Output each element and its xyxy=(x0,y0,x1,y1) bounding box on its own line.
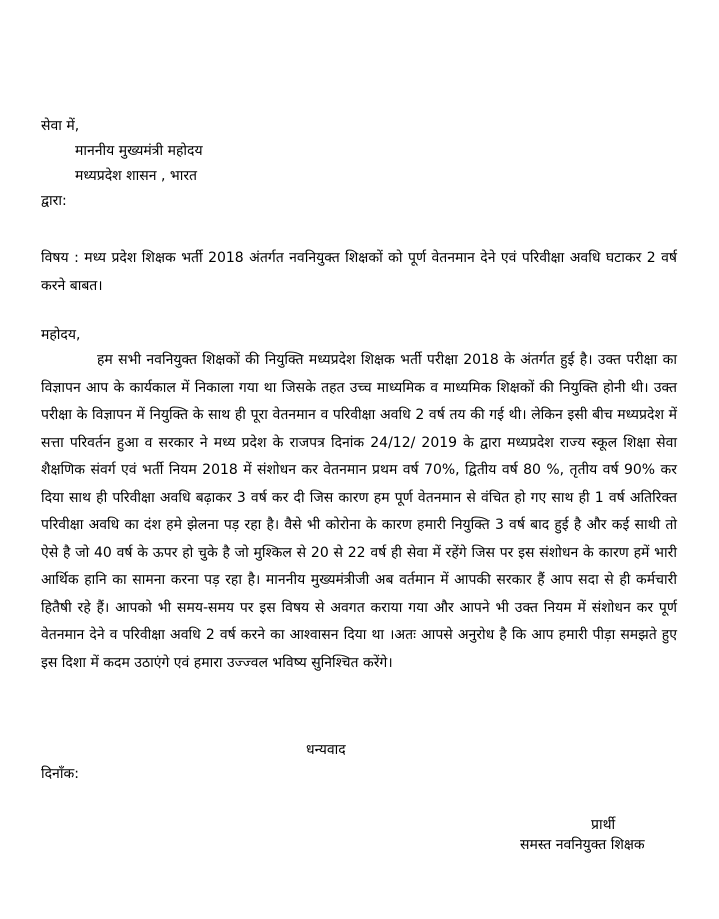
date-label: दिनाँक: xyxy=(41,766,79,782)
subject-text: विषय : मध्य प्रदेश शिक्षक भर्ती 2018 अंतर्गत नवनियुक्त शिक्षकों को पूर्ण वेतनमान देने एवं परिवीक्षा अवधि घटाकर 2 वर्ष करने बाबत। xyxy=(41,250,677,294)
thanks-line: धन्यवाद xyxy=(306,742,346,758)
subject-paragraph xyxy=(41,244,677,300)
salutation-to: सेवा में, xyxy=(41,118,80,134)
body-text: हम सभी नवनियुक्त शिक्षकों की नियुक्ति मध्यप्रदेश शिक्षक भर्ती परीक्षा 2018 के अंतर्गत हुई है। उक्त परीक्षा का विज्ञापन आप के कार्यकाल में निकाला गया था जिसके तहत उच्च माध्यमिक व माध्यमिक शिक्षकों की नियुक्ति होनी थी। उक्त परीक्षा के विज्ञापन में नियुक्ति के साथ ही पूरा वेतनमान व परिवीक्षा अवधि 2 वर्ष तय की गई थी। लेकिन इसी बीच मध्यप्रदेश में सत्ता परिवर्तन हुआ व सरकार ने मध्य प्रदेश के राजपत्र दिनांक 24/12/ 2019 के द्वारा मध्यप्रदेश राज्य स्कूल शिक्षा सेवा शैक्षणिक संवर्ग एवं भर्ती नियम 2018 में संशोधन कर वेतनमान प्रथम वर्ष 70%, द्वितीय वर्ष 80 %, तृतीय वर्ष 90% कर दिया साथ ही परिवीक्षा अवधि बढ़ाकर 3 वर्ष कर दी जिस कारण हम पूर्ण वेतनमान से वंचित हो गए साथ ही 1 वर्ष अतिरिक्त परिवीक्षा अवधि का दंश हमे झेलना पड़ रहा है। वैसे भी कोरोना के कारण हमारी नियुक्ति 3 वर्ष बाद हुई है और कई साथी तो ऐसे है जो 40 वर्ष के ऊपर हो चुके है जो मुश्किल से 20 से 22 वर्ष ही सेवा में रहेंगे जिस पर इस संशोधन के कारण हमें भारी आर्थिक हानि का सामना करना पड़ रहा है। माननीय मुख्यमंत्रीजी अब वर्तमान में आपकी सरकार हैं आप सदा से ही कर्मचारी हितैषी रहे हैं। आपको भी समय-समय पर इस विषय से अवगत कराया गया और आपने भी उक्त नियम में संशोधन कर पूर्ण वेतनमान देने व परिवीक्षा अवधि 2 वर्ष करने का आश्वासन दिया था ।अतः आपसे अनुरोध है कि आप हमारी पीड़ा समझते हुए इस दिशा में कदम उठाएंगे एवं हमारा उज्ज्वल भविष्य सुनिश्चित करेंगे। xyxy=(41,352,677,671)
recipient-office: मध्यप्रदेश शासन , भारत xyxy=(75,168,198,184)
recipient-title: माननीय मुख्यमंत्री महोदय xyxy=(75,143,203,159)
applicant-label: प्रार्थी xyxy=(591,817,616,833)
signatory: समस्त नवनियुक्त शिक्षक xyxy=(520,837,645,853)
via-label: द्वारा: xyxy=(41,193,67,209)
body-paragraph xyxy=(41,347,677,677)
greeting: महोदय, xyxy=(41,327,81,343)
